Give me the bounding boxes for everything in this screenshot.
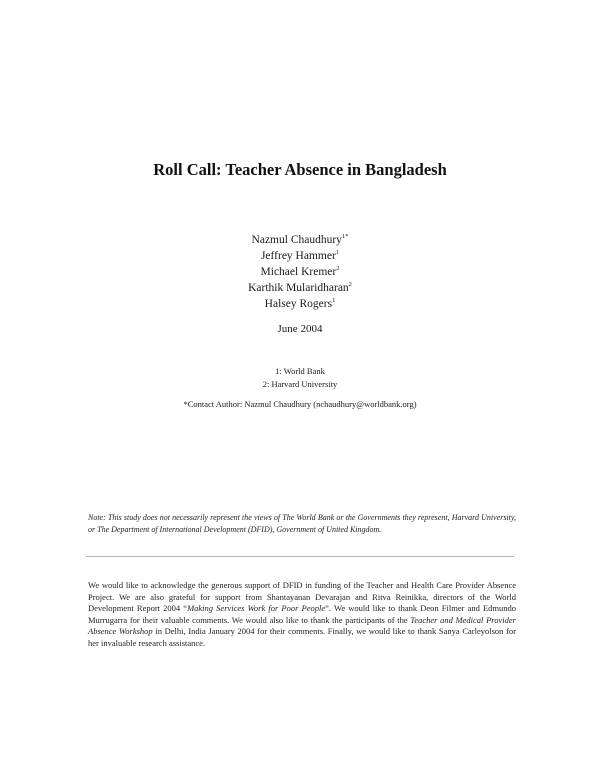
publication-date: June 2004 bbox=[277, 323, 323, 335]
affiliation: 1: World Bank bbox=[275, 366, 325, 376]
author-affiliation-mark: 1* bbox=[341, 233, 349, 240]
acknowledgement-paragraph: We would like to acknowledge the generous support of DFID in funding of the Teacher and Health Care Provider Absence Project. We are also grateful for support from Shantayanan Devarajan and Ritva Reinikka, directors of the World Development Report 2004 “Making Services Work for Poor People”. We would like to thank Deon Filmer and Edmundo Murrugarra for their valuable comments. We would also like to thank the participants of the Teacher and Medical Provider Absence Workshop in Delhi, India January 2004 for their comments. Finally, we would like to thank Sanya Carleyolson for her invaluable research assistance. bbox=[88, 580, 517, 648]
affiliation: 2: Harvard University bbox=[262, 379, 338, 389]
workshop-title: Teacher and Medical Provider Absence Workshop bbox=[88, 614, 516, 636]
author-affiliation-mark: 2 bbox=[336, 265, 340, 272]
author-affiliation-mark: 1 bbox=[332, 297, 336, 304]
author: Nazmul Chaudhury$^{1*}$ bbox=[251, 233, 349, 246]
author: Karthik Mularidharan$^2$ bbox=[248, 281, 352, 294]
paper-title: Roll Call: Teacher Absence in Bangladesh bbox=[153, 160, 447, 179]
author: Jeffrey Hammer$^1$ bbox=[260, 249, 340, 262]
author: Michael Kremer$^2$ bbox=[260, 265, 340, 278]
author-list bbox=[0, 232, 600, 312]
disclaimer-note: Note: This study does not necessarily represent the views of The World Bank or the Governments they represent, Harvard University, or The Department of International Development (DFID), Government of United Kingdom. bbox=[88, 513, 516, 534]
contact-author: *Contact Author: Nazmul Chaudhury (nchaudhury@worldbank.org) bbox=[183, 399, 417, 409]
report-title: Making Services Work for Poor People bbox=[187, 603, 326, 613]
author: Halsey Rogers$^1$ bbox=[264, 297, 336, 310]
author-affiliation-mark: 2 bbox=[348, 281, 352, 288]
section-divider bbox=[86, 556, 514, 557]
author-affiliation-mark: 1 bbox=[335, 249, 340, 256]
affiliation-list bbox=[0, 365, 600, 391]
